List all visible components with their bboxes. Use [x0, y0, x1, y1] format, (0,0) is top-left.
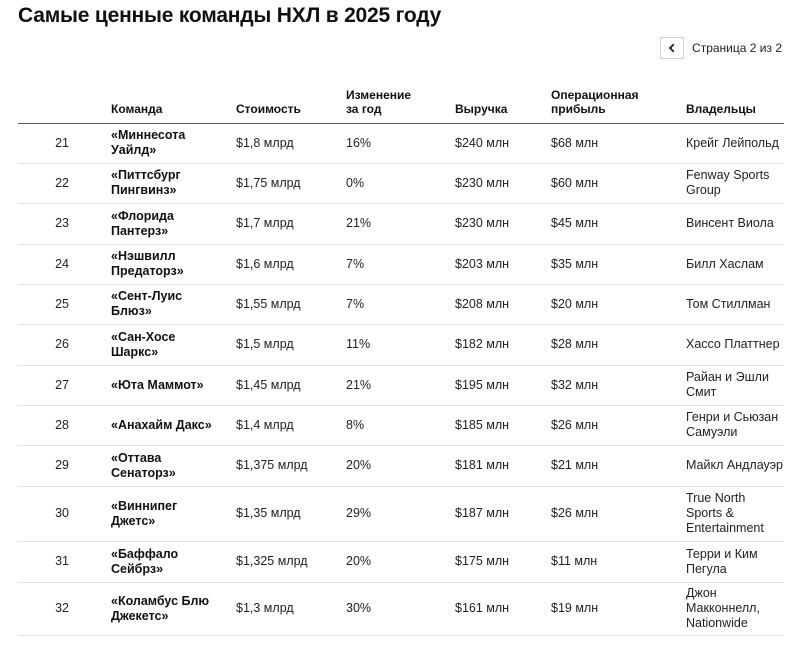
table-cell-revenue: $230 млн: [455, 163, 551, 203]
table-cell-rank: 24: [18, 244, 111, 284]
table-cell-value: $1,55 млрд: [236, 284, 346, 324]
header-rank: [18, 82, 111, 123]
table-cell-profit: $21 млн: [551, 445, 686, 486]
table-cell-team: «Сан-Хосе Шаркс»: [111, 324, 236, 365]
table-cell-value: $1,6 млрд: [236, 244, 346, 284]
table-row: [18, 284, 784, 324]
table-cell-team: «Флорида Пантерз»: [111, 203, 236, 244]
table-cell-change: 20%: [346, 445, 455, 486]
page-indicator: Страница 2 из 2: [692, 41, 782, 55]
table-cell-team: «Юта Маммот»: [111, 365, 236, 405]
table-cell-value: $1,4 млрд: [236, 405, 346, 445]
table-cell-revenue: $230 млн: [455, 203, 551, 244]
table-row: [18, 445, 784, 486]
table-cell-revenue: $185 млн: [455, 405, 551, 445]
table-cell-change: 8%: [346, 405, 455, 445]
table-cell-profit: $35 млн: [551, 244, 686, 284]
table-cell-change: 21%: [346, 365, 455, 405]
table-cell-team: «Нэшвилл Предаторз»: [111, 244, 236, 284]
table-cell-revenue: $195 млн: [455, 365, 551, 405]
table-cell-change: 7%: [346, 244, 455, 284]
table-header-row: [18, 82, 784, 123]
table-cell-team: «Баффало Сейбрз»: [111, 541, 236, 582]
pagination: [660, 37, 782, 59]
table-cell-team: «Питтсбург Пингвинз»: [111, 163, 236, 203]
table-cell-profit: $26 млн: [551, 486, 686, 541]
table-row: [18, 203, 784, 244]
table-cell-profit: $32 млн: [551, 365, 686, 405]
table-row: [18, 486, 784, 541]
table-cell-owners: Крейг Лейпольд: [686, 123, 784, 163]
table-cell-revenue: $161 млн: [455, 582, 551, 635]
table-cell-rank: 32: [18, 582, 111, 635]
table-cell-profit: $20 млн: [551, 284, 686, 324]
table-cell-owners: True North Sports & Entertainment: [686, 486, 784, 541]
header-revenue: Выручка: [455, 82, 551, 123]
table-cell-profit: $60 млн: [551, 163, 686, 203]
table-cell-rank: 27: [18, 365, 111, 405]
table-cell-value: $1,35 млрд: [236, 486, 346, 541]
table-cell-team: «Оттава Сенаторз»: [111, 445, 236, 486]
prev-page-button[interactable]: [660, 37, 684, 59]
table-cell-rank: 29: [18, 445, 111, 486]
table-cell-change: 29%: [346, 486, 455, 541]
table-row: [18, 244, 784, 284]
table-cell-change: 21%: [346, 203, 455, 244]
table-cell-revenue: $187 млн: [455, 486, 551, 541]
table-cell-team: «Миннесота Уайлд»: [111, 123, 236, 163]
table-cell-owners: Джон Макконнелл, Nationwide: [686, 582, 784, 635]
table-cell-team: «Сент-Луис Блюз»: [111, 284, 236, 324]
chevron-left-icon: [667, 43, 677, 53]
table-cell-rank: 23: [18, 203, 111, 244]
table-row: [18, 405, 784, 445]
table-cell-owners: Райан и Эшли Смит: [686, 365, 784, 405]
table-cell-value: $1,3 млрд: [236, 582, 346, 635]
header-profit: Операционная прибыль: [551, 82, 686, 123]
table-cell-change: 20%: [346, 541, 455, 582]
table-cell-change: 16%: [346, 123, 455, 163]
table-cell-rank: 30: [18, 486, 111, 541]
table-cell-change: 30%: [346, 582, 455, 635]
table-row: [18, 365, 784, 405]
table-cell-owners: Билл Хаслам: [686, 244, 784, 284]
table-cell-value: $1,75 млрд: [236, 163, 346, 203]
table-cell-value: $1,8 млрд: [236, 123, 346, 163]
table-cell-value: $1,325 млрд: [236, 541, 346, 582]
table-cell-rank: 26: [18, 324, 111, 365]
table-cell-revenue: $208 млн: [455, 284, 551, 324]
table-cell-value: $1,45 млрд: [236, 365, 346, 405]
table-cell-rank: 22: [18, 163, 111, 203]
table-cell-owners: Генри и Сьюзан Самуэли: [686, 405, 784, 445]
table-cell-change: 11%: [346, 324, 455, 365]
table-cell-owners: Том Стиллман: [686, 284, 784, 324]
teams-table: [18, 82, 784, 636]
table-row: [18, 582, 784, 635]
header-owners: Владельцы: [686, 82, 784, 123]
table-cell-profit: $11 млн: [551, 541, 686, 582]
table-cell-team: «Виннипег Джетс»: [111, 486, 236, 541]
table-cell-team: «Анахайм Дакс»: [111, 405, 236, 445]
table-cell-revenue: $181 млн: [455, 445, 551, 486]
table-cell-rank: 31: [18, 541, 111, 582]
table-cell-revenue: $182 млн: [455, 324, 551, 365]
table-cell-owners: Винсент Виола: [686, 203, 784, 244]
table-cell-owners: Майкл Андлауэр: [686, 445, 784, 486]
table-cell-value: $1,7 млрд: [236, 203, 346, 244]
header-change: Изменение за год: [346, 82, 455, 123]
header-value: Стоимость: [236, 82, 346, 123]
table-row: [18, 541, 784, 582]
table-cell-rank: 21: [18, 123, 111, 163]
table-cell-change: 7%: [346, 284, 455, 324]
table-row: [18, 163, 784, 203]
table-row: [18, 123, 784, 163]
header-team: Команда: [111, 82, 236, 123]
table-cell-revenue: $175 млн: [455, 541, 551, 582]
table-cell-profit: $68 млн: [551, 123, 686, 163]
table-cell-profit: $45 млн: [551, 203, 686, 244]
table-row: [18, 324, 784, 365]
table-cell-owners: Хассо Платтнер: [686, 324, 784, 365]
table-cell-owners: Терри и Ким Пегула: [686, 541, 784, 582]
table-cell-profit: $26 млн: [551, 405, 686, 445]
table-cell-profit: $19 млн: [551, 582, 686, 635]
table-cell-rank: 25: [18, 284, 111, 324]
table-cell-change: 0%: [346, 163, 455, 203]
table-cell-value: $1,5 млрд: [236, 324, 346, 365]
table-cell-profit: $28 млн: [551, 324, 686, 365]
table-cell-value: $1,375 млрд: [236, 445, 346, 486]
table-cell-revenue: $240 млн: [455, 123, 551, 163]
table-cell-revenue: $203 млн: [455, 244, 551, 284]
table-cell-rank: 28: [18, 405, 111, 445]
table-cell-owners: Fenway Sports Group: [686, 163, 784, 203]
table-cell-team: «Коламбус Блю Джекетс»: [111, 582, 236, 635]
page-title: Самые ценные команды НХЛ в 2025 году: [18, 4, 442, 27]
